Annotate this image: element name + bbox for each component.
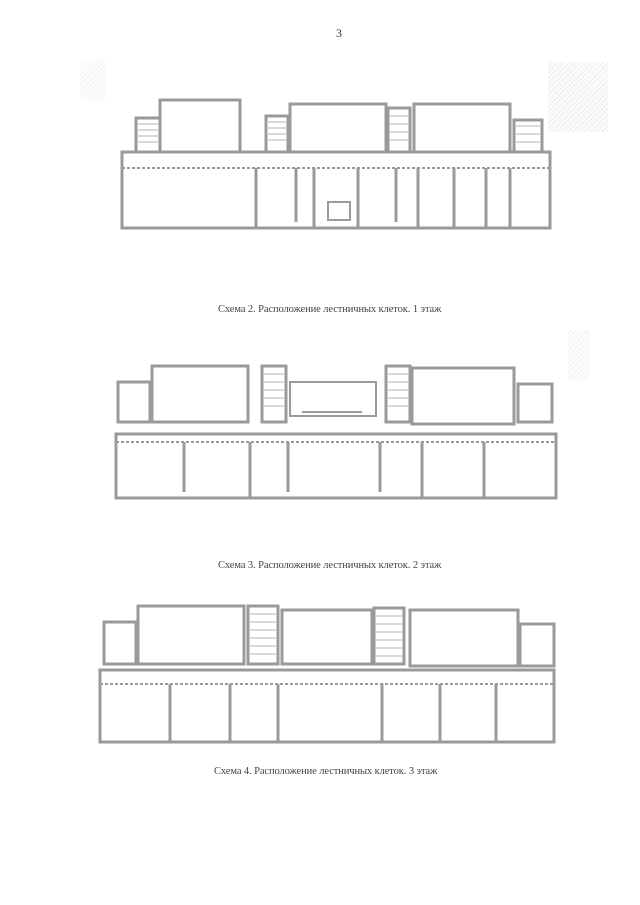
scheme-2-caption: Схема 2. Расположение лестничных клеток. 1 этаж	[218, 304, 442, 315]
scheme-4-caption: Схема 4. Расположение лестничных клеток. 3 этаж	[214, 766, 438, 777]
scheme-3-caption: Схема 3. Расположение лестничных клеток. 2 этаж	[218, 560, 442, 571]
page-number: 3	[336, 26, 342, 40]
scan-noise	[80, 60, 106, 100]
floor-plan-3	[96, 600, 560, 748]
scan-noise	[568, 330, 590, 380]
floor-plan-1	[118, 98, 558, 233]
floor-plan-2	[112, 360, 562, 505]
